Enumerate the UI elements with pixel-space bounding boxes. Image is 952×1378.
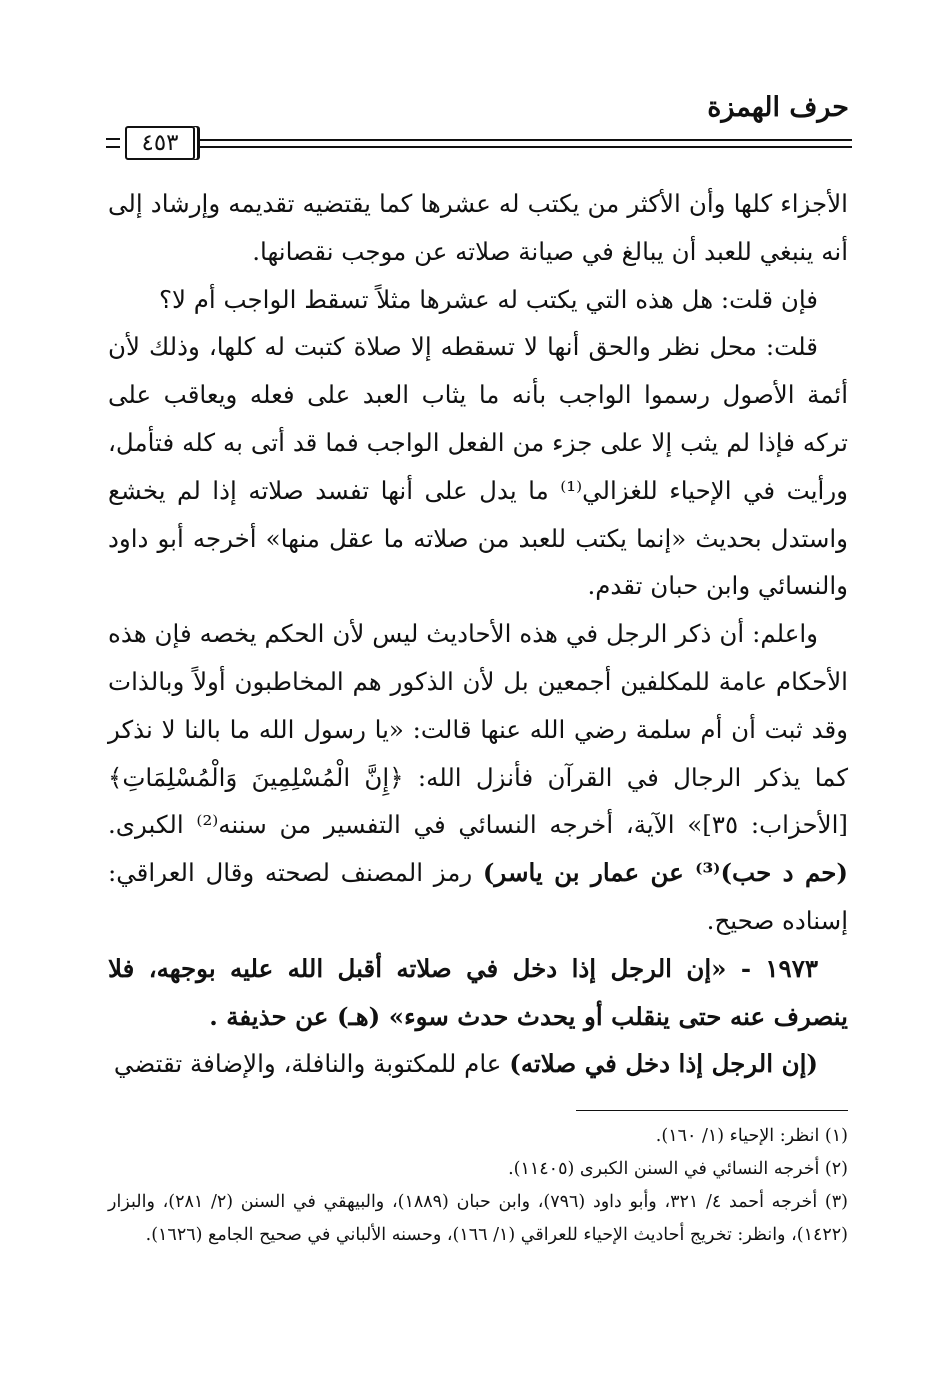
paragraph: فإن قلت: هل هذه التي يكتب له عشرها مثلاً تسقط الواجب أم لا؟	[158, 284, 818, 314]
source-code: (حم د حب)⁽³⁾ عن عمار بن ياسر)	[482, 858, 848, 888]
page-number-ornament	[106, 138, 120, 148]
footnote: (١) انظر: الإحياء (١/ ١٦٠).	[655, 1126, 848, 1146]
commentary-paragraph	[108, 1040, 848, 1088]
paragraph: الأجزاء كلها وأن الأكثر من يكتب له عشرها كما يقتضيه تقديمه وإرشاد إلى أنه ينبغي للعبد أن يبالغ في صيانة صلاته عن موجب نقصانها.	[108, 189, 848, 266]
hadith-number: ١٩٧٣ -	[740, 953, 819, 983]
hadith-text: «إن الرجل إذا دخل في صلاته أقبل الله عليه بوجهه، فلا ينصرف عنه حتى ينقلب أو يحدث حدث سوء» (هـ) عن حذيفة .	[108, 953, 848, 1031]
footnotes	[108, 1120, 848, 1252]
header-double-rule	[193, 139, 852, 148]
paragraph-text: رمز المصنف لصحته وقال العراقي: إسناده صحيح.	[108, 858, 848, 935]
paragraph-text: واعلم: أن ذكر الرجل في هذه الأحاديث ليس لأن الحكم يخصه فإن هذه الأحكام عامة للمكلفين أجمعين بل لأن الذكور هم المخاطبون أولاً وبالذات وقد ثبت أن أم سلمة رضي الله عنها قالت: «يا رسول الله ما بالنا لا نذكر كما يذكر الرجال في القرآن فأنزل الله: ﴿إِنَّ الْمُسْلِمِينَ وَالْمُسْلِمَاتِ﴾ [الأحزاب: ٣٥]» الآية، أخرجه النسائي في التفسير من سننه⁽²⁾ الكبرى.	[108, 619, 848, 840]
footnote: (٣) أخرجه أحمد ٤/ ٣٢١، وأبو داود (٧٩٦)، وابن حبان (١٨٨٩)، والبيهقي في السنن (٢/ ٢٨١)، والبزار (١٤٢٢)، وانظر: تخريج أحاديث الإحياء للعراقي (١/ ١٦٦)، وحسنه الألباني في صحيح الجامع (١٦٢٦).	[108, 1192, 848, 1245]
commentary-text: عام للمكتوبة والنافلة، والإضافة تقتضي	[113, 1049, 502, 1079]
main-text	[108, 180, 848, 1088]
hadith-entry	[108, 945, 848, 1041]
lemma: (إن الرجل إذا دخل في صلاته)	[509, 1049, 818, 1079]
paragraph: قلت: محل نظر والحق أنها لا تسقطه إلا صلاة كتبت له كلها، وذلك لأن أئمة الأصول رسموا الواجب بأنه ما يثاب العبد على فعله ويعاقب على تركه فإذا لم يثب إلا على جزء من الفعل الواجب فما قد أتى به كله فتأمل، ورأيت في الإحياء للغزالي⁽¹⁾ ما يدل على أنها تفسد صلاته إذا لم يخشع واستدل بحديث «إنما يكتب للعبد من صلاته ما عقل منها» أخرجه أبو داود والنسائي وابن حبان تقدم.	[108, 332, 848, 601]
footnote: (٢) أخرجه النسائي في السنن الكبرى (١١٤٠٥).	[508, 1159, 848, 1179]
paragraph	[108, 610, 848, 945]
running-title: حرف الهمزة	[707, 92, 849, 123]
page-number: ٤٥٣	[125, 126, 195, 160]
footnote-separator	[576, 1110, 848, 1111]
